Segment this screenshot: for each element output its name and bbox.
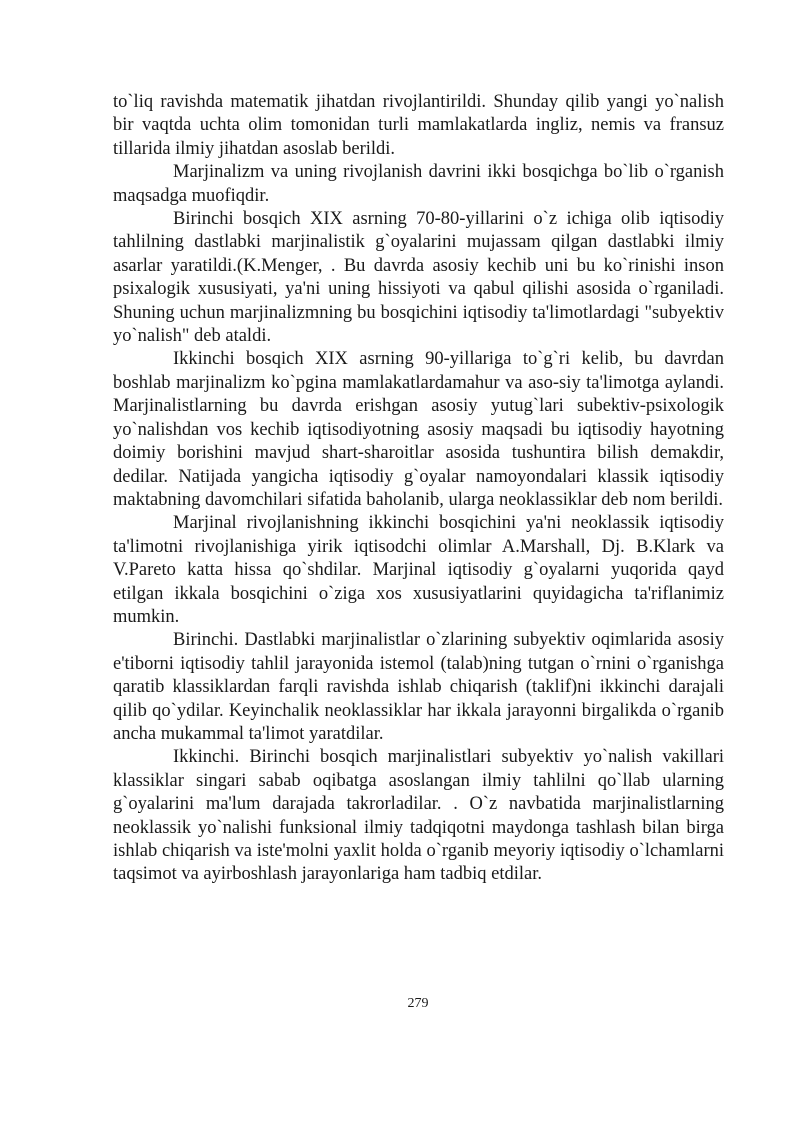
paragraph-second-stage: Ikkinchi bosqich XIX asrning 90-yillariga to`g`ri kelib, bu davrdan boshlab marjinalizm ko`pgina mamlakatlardamahur va aso-siy ta'limotga aylandi. Marjinalistlarning bu davrda erishgan asosiy yutug`lari subektiv-psixologik yo`nalishdan vos kechib iqtisodiyotning asosiy maqsadi bu iqtisodiy hayotning doimiy borishini mavjud shart-sharoitlar asosida tushuntira bilish demakdir, dedilar. Natijada yangicha iqtisodiy g`oyalar namoyondalari klassik iqtisodiy maktabning davomchilari sifatida baholanib, ularga neoklassiklar deb nom berildi.	[113, 349, 724, 510]
page-number: 279	[407, 996, 429, 1011]
paragraph-marjinalizm-stages: Marjinalizm va uning rivojlanish davrini ikki bosqichga bo`lib o`rganish maqsadga muofiqdir.	[113, 162, 724, 206]
paragraph-continuation: to`liq ravishda matematik jihatdan rivojlantirildi. Shunday qilib yangi yo`nalish bir vaqtda uchta olim tomonidan turli mamlakatlarda ingliz, nemis va fransuz tillarida ilmiy jihatdan asoslab berildi.	[113, 92, 724, 159]
paragraph-point-two: Ikkinchi. Birinchi bosqich marjinalistlari subyektiv yo`nalish vakillari klassiklar singari sabab oqibatga asoslangan ilmiy tahlilni qo`llab ularning g`oyalarini ma'lum darajada takrorladilar. . O`z navbatida marjinalistlarning neoklassik yo`nalishi funksional ilmiy tadqiqotni maydonga tashlash bilan birga ishlab chiqarish va iste'molni yaxlit holda o`rganib meyoriy iqtisodiy o`lchamlarni taqsimot va ayirboshlash jarayonlariga ham tadbiq etdilar.	[113, 747, 724, 885]
paragraph-first-stage: Birinchi bosqich XIX asrning 70-80-yillarini o`z ichiga olib iqtisodiy tahlilning dastlabki marjinalistik g`oyalarini mujassam qilgan dastlabki ilmiy asarlar yaratildi.(K.Menger, . Bu davrda asosiy kechib uni bu ko`rinishi inson psixalogik xususiyati, ya'ni uning hissiyoti va qabul qilishi asosida o`rganiladi. Shuning uchun marjinalizmning bu bosqichini iqtisodiy ta'limotlardagi "subyektiv yo`nalish" deb ataldi.	[113, 209, 724, 347]
page-body	[113, 91, 724, 887]
paragraph-point-one: Birinchi. Dastlabki marjinalistlar o`zlarining subyektiv oqimlarida asosiy e'tiborni iqtisodiy tahlil jarayonida istemol (talab)ning tutgan o`rnini o`rganishga qaratib klassiklardan farqli ravishda ishlab chiqarish (taklif)ni ikkinchi darajali qilib qo`ydilar. Keyinchalik neoklassiklar har ikkala jarayonni birgalikda o`rganib ancha mukammal ta'limot yaratdilar.	[113, 630, 724, 744]
paragraph-neoclassical: Marjinal rivojlanishning ikkinchi bosqichini ya'ni neoklassik iqtisodiy ta'limotni rivojlanishiga yirik iqtisodchi olimlar A.Marshall, Dj. B.Klark va V.Pareto katta hissa qo`shdilar. Marjinal iqtisodiy g`oyalarni yuqorida qayd etilgan ikkala bosqichini o`ziga xos xususiyatlarini quyidagicha ta'riflanimiz mumkin.	[113, 513, 724, 627]
